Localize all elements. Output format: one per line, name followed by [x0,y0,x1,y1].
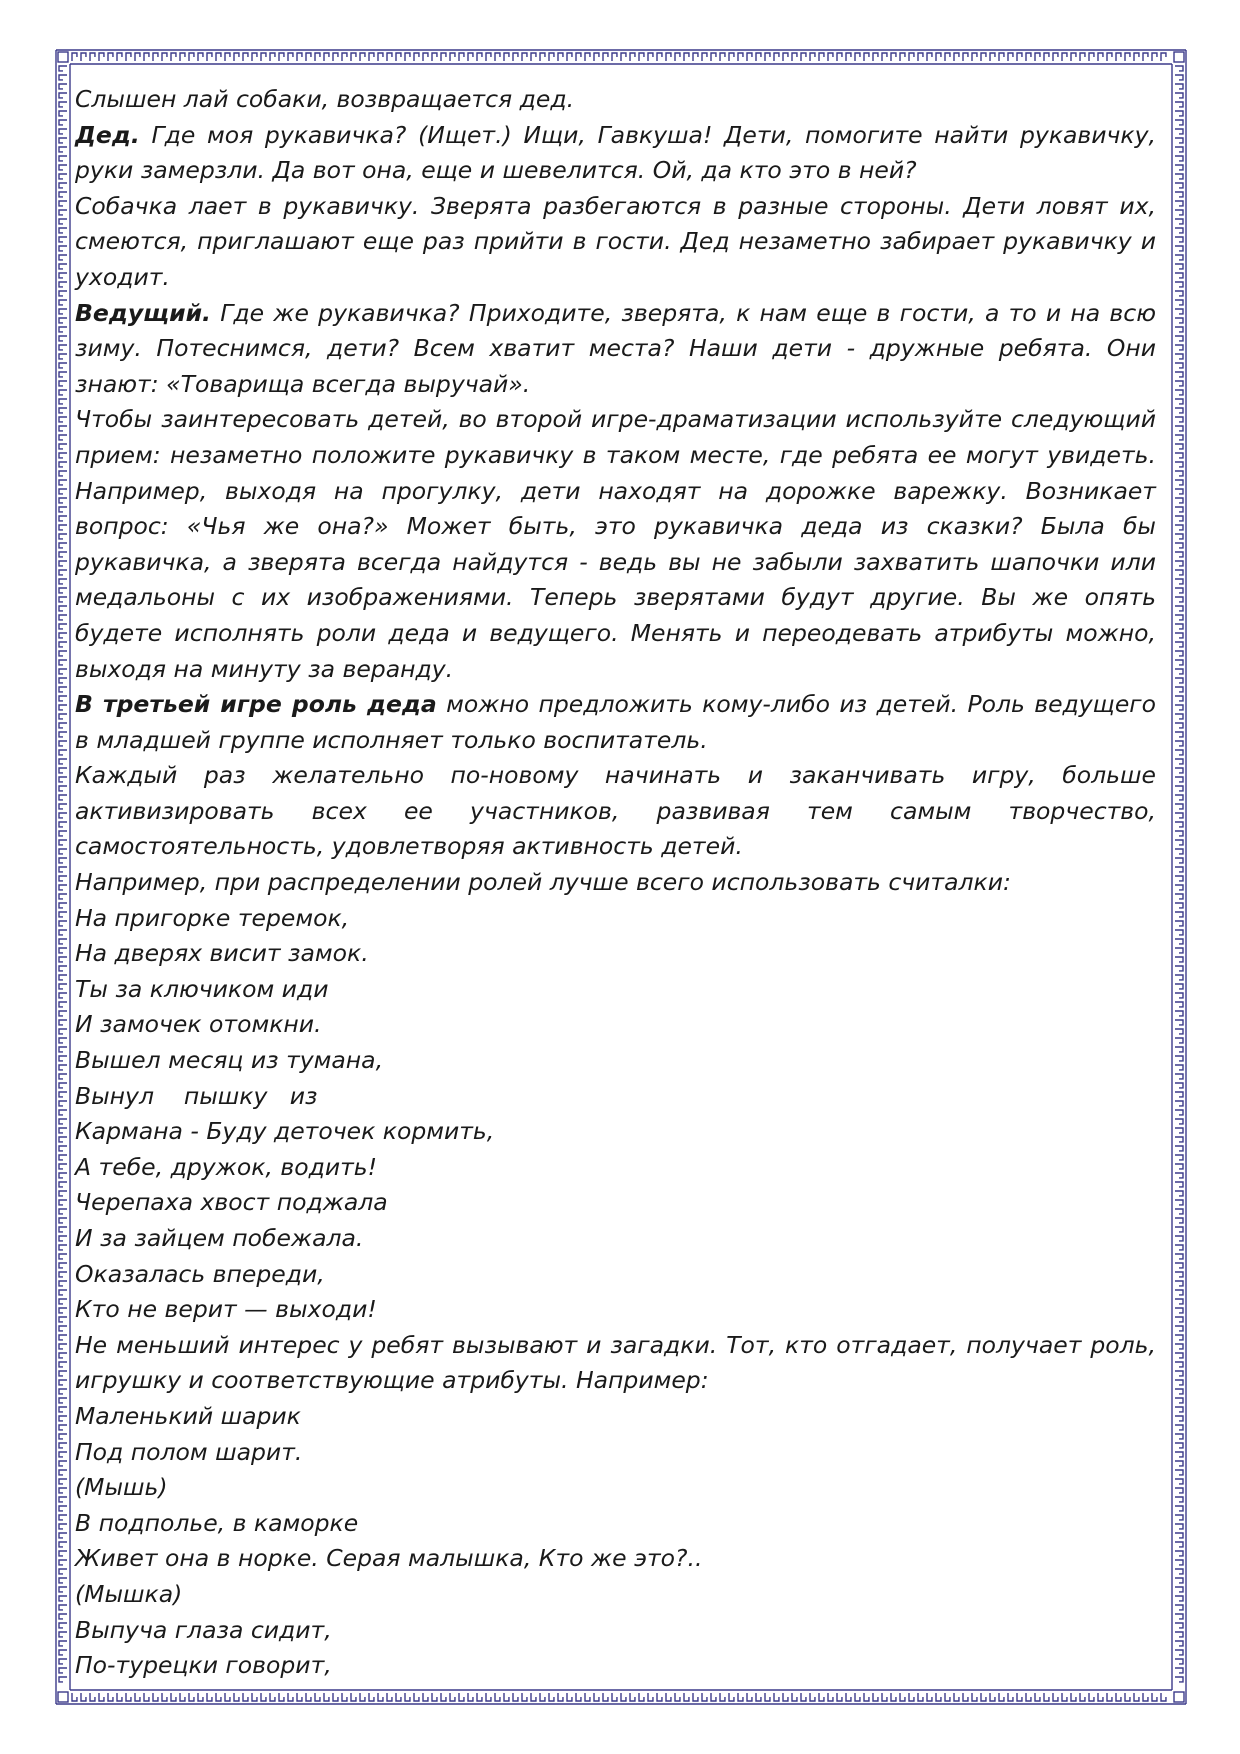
emphasis-label: В третьей игре роль деда [75,690,437,719]
riddle-line: Маленький шарик [75,1401,301,1430]
riddle-answer: (Мышь) [75,1473,168,1502]
verse-line: Кармана - Буду деточек кормить, [75,1117,495,1146]
verse-line: На пригорке теремок, [75,903,350,932]
verse-line: На дверях висит замок. [75,939,369,968]
paragraph-sound-cue: Слышен лай собаки, возвращается дед. [75,85,575,113]
riddle-line: Под полом шарит. [75,1437,303,1466]
paragraph-second-game: Чтобы заинтересовать детей, во второй игре-драматизации используйте следующий прием: незаметно положите рукавичку в таком месте, где ребята ее могут увидеть. Например, выходя на прогулку, дети находят на дорожке варежку. Возникает вопрос: «Чья же она?» Может быть, это рукавичка деда из сказки? Была бы рукавичка, а зверята всегда найдутся - ведь вы не забыли захватить шапочки или медальоны с их изображениями. Теперь зверятами будут другие. Вы же опять будете исполнять роли деда и ведущего. Менять и переодевать атрибуты можно, выходя на минуту за веранду. [75,405,1156,683]
page-content [75,82,1156,1684]
paragraph-third-game: В третьей игре роль деда можно предложить кому-либо из детей. Роль ведущего в младшей группе исполняет только воспитатель. [75,690,1156,754]
paragraph-advice: Каждый раз желательно по-новому начинать и заканчивать игру, больше активизировать всех ее участников, развивая тем самым творчество, самостоятельность, удовлетворяя активность детей. [75,761,1156,861]
verse-line: И за зайцем побежала. [75,1224,364,1252]
riddle-line: По-турецки говорит, [75,1651,332,1680]
verse-line: Черепаха хвост поджала [75,1188,388,1217]
riddle-line: Живет она в норке. Серая малышка, Кто же это?.. [75,1544,703,1573]
speaker-label: Ведущий. [75,298,211,327]
paragraph-host-line: Ведущий. Где же рукавичка? Приходите, зверята, к нам еще в гости, а то и на всю зиму. Потеснимся, дети? Всем хватит места? Наши дети - дружные ребята. Они знают: «Товарища всегда выручай». [75,298,1156,398]
speaker-label: Дед. [75,120,140,149]
paragraph-stage-direction: Собачка лает в рукавичку. Зверята разбегаются в разные стороны. Дети ловят их, смеются, приглашают еще раз прийти в гости. Дед незаметно забирает рукавичку и уходит. [75,191,1156,291]
verse-line: А тебе, дружок, водить! [75,1152,378,1181]
paragraph-counting-rhymes-intro: Например, при распределении ролей лучше всего использовать считалки: [75,868,1011,897]
verse-line: И замочек отомкни. [75,1010,322,1039]
riddle-answer: (Мышка) [75,1579,183,1608]
verse-line: Кто не верит — выходи! [75,1295,377,1324]
paragraph-riddles-intro: Не меньший интерес у ребят вызывают и загадки. Тот, кто отгадает, получает роль, игрушку и соответствующие атрибуты. Например: [75,1330,1156,1395]
verse-line: Вышел месяц из тумана, [75,1046,384,1075]
verse-line: Ты за ключиком иди [75,974,329,1003]
riddle-line: Выпуча глаза сидит, [75,1615,332,1644]
riddle-line: В подполье, в каморке [75,1508,359,1537]
paragraph-ded-line: Дед. Где моя рукавичка? (Ищет.) Ищи, Гавкуша! Дети, помогите найти рукавичку, руки замерзли. Да вот она, еще и шевелится. Ой, да кто это в ней? [75,120,1156,185]
verse-line: Оказалась впереди, [75,1259,325,1288]
verse-line: Вынул пышку из [75,1081,318,1110]
